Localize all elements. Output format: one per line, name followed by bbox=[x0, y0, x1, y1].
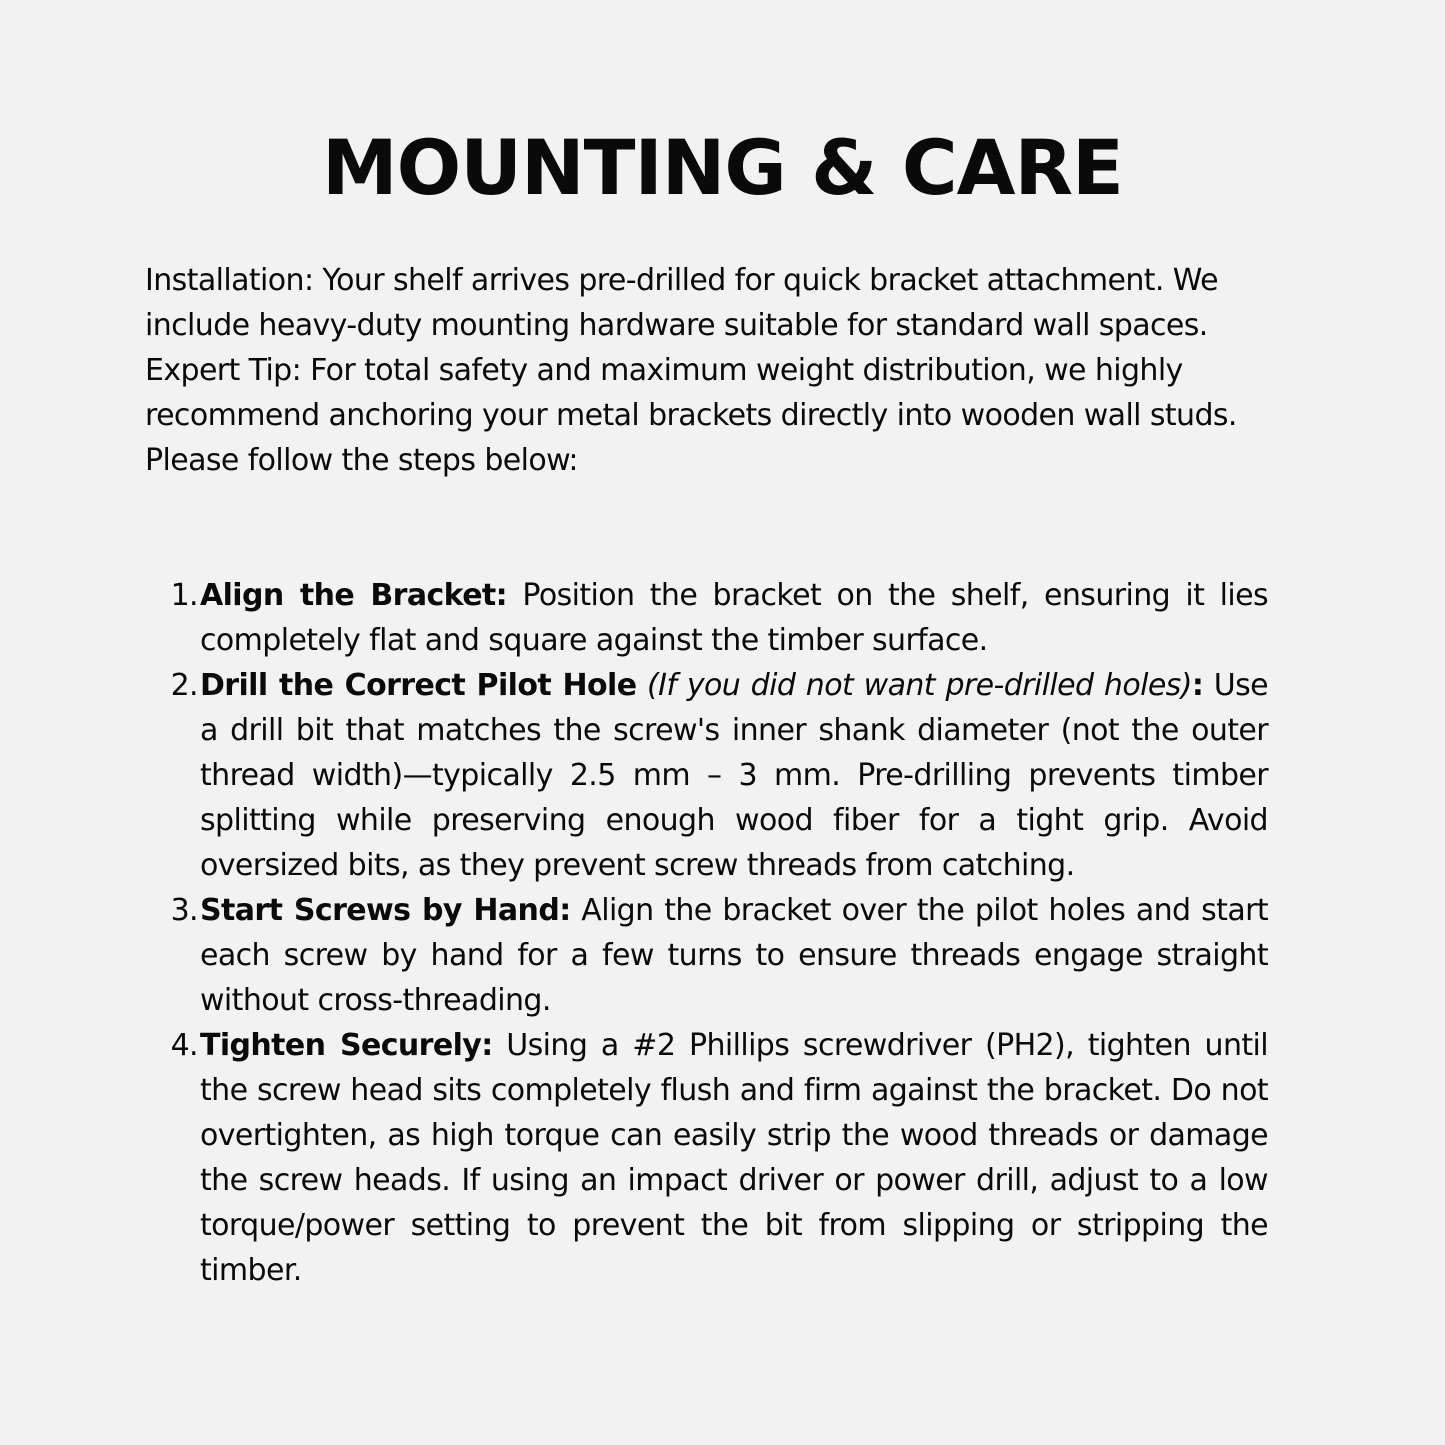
step-number: 3. bbox=[170, 893, 198, 928]
step-text: Position the bracket on the shelf, ensuring it lies completely flat and square against the timber surface. bbox=[200, 578, 1268, 658]
step-text: Using a #2 Phillips screwdriver (PH2), tighten until the screw head sits completely flush and firm against the bracket. Do not overtighten, as high torque can easily strip the wood threads or damage the screw heads. If using an impact driver or power drill, adjust to a low torque/power setting to prevent the bit from slipping or stripping the timber. bbox=[200, 1028, 1268, 1288]
steps-list bbox=[145, 573, 1268, 1293]
step-item bbox=[145, 888, 1268, 1023]
page-title: MOUNTING & CARE bbox=[322, 123, 1123, 212]
step-title: Drill the Correct Pilot Hole bbox=[200, 668, 637, 703]
step-title: Align the Bracket: bbox=[200, 578, 508, 613]
step-text: Align the bracket over the pilot holes and start each screw by hand for a few turns to ensure threads engage straight without cross-threading. bbox=[200, 893, 1269, 1018]
step-item bbox=[145, 663, 1268, 888]
step-item bbox=[145, 573, 1268, 663]
step-item bbox=[145, 1023, 1268, 1293]
step-number: 4. bbox=[170, 1028, 198, 1063]
step-title: Start Screws by Hand: bbox=[200, 893, 571, 928]
step-note: (If you did not want pre-drilled holes) bbox=[646, 668, 1192, 703]
step-number: 1. bbox=[170, 578, 198, 613]
step-number: 2. bbox=[170, 668, 198, 703]
intro-paragraph: Installation: Your shelf arrives pre-drilled for quick bracket attachment. We include heavy-duty mounting hardware suitable for standard wall spaces. Expert Tip: For total safety and maximum weight distribution, we highly recommend anchoring your metal brackets directly into wooden wall studs. Please follow the steps below: bbox=[145, 263, 1237, 478]
step-title: Tighten Securely: bbox=[200, 1028, 493, 1063]
step-text: Use a drill bit that matches the screw's inner shank diameter (not the outer thread width)—typically 2.5 mm – 3 mm. Pre-drilling prevents timber splitting while preserving enough wood fiber for a tight grip. Avoid oversized bits, as they prevent screw threads from catching. bbox=[200, 668, 1269, 883]
step-note-colon: : bbox=[1191, 668, 1204, 703]
